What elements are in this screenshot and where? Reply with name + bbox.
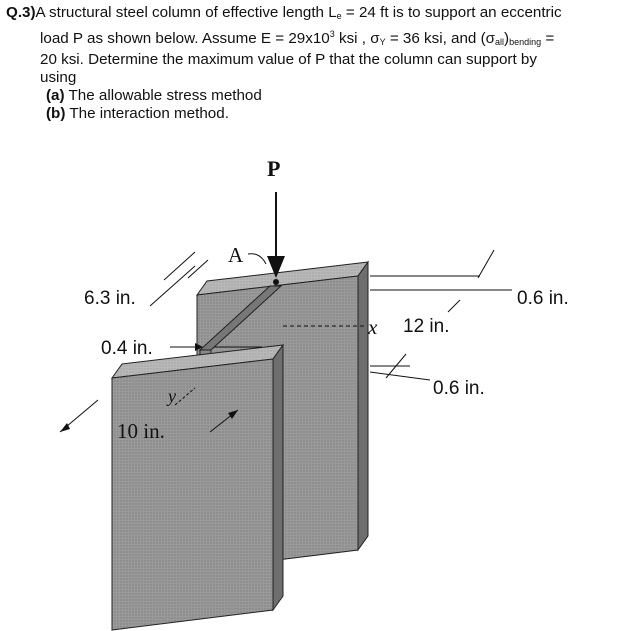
front-flange: [112, 345, 283, 630]
dim-0-4-label: 0.4 in.: [101, 338, 153, 359]
question-line-1: Q.3)A structural steel column of effective length $L_e = 24$ ft is to support an eccentric: [6, 4, 562, 21]
load-arrow: [267, 192, 285, 285]
question-line-4: using: [40, 69, 77, 86]
dim-12-label: 12 in.: [403, 316, 450, 337]
part-b: (b) The interaction method.: [46, 105, 229, 122]
dim-10-label: 10 in.: [117, 419, 165, 443]
point-a-label: A: [228, 243, 244, 267]
question-line-3: 20 ksi. Determine the maximum value of P that the column can support by: [40, 51, 537, 68]
question-text: [6, 4, 618, 123]
question-number: Q.3): [6, 4, 36, 21]
x-axis-label: x: [368, 315, 378, 339]
part-a: (a) The allowable stress method: [46, 87, 262, 104]
y-axis-label: y: [168, 386, 176, 406]
question-line-2: load P as shown below. Assume $E = 29x10^3$ ksi , $\sigma_Y = 36$ ksi, and $(\sigma_{all})_{bending}$ =: [40, 29, 555, 47]
load-label: P: [267, 156, 281, 181]
dim-0-6-top-label: 0.6 in.: [517, 288, 569, 309]
dim-0-6-bottom-label: 0.6 in.: [433, 378, 485, 399]
column-figure: [0, 140, 624, 631]
dim-6-3-label: 6.3 in.: [84, 288, 136, 309]
